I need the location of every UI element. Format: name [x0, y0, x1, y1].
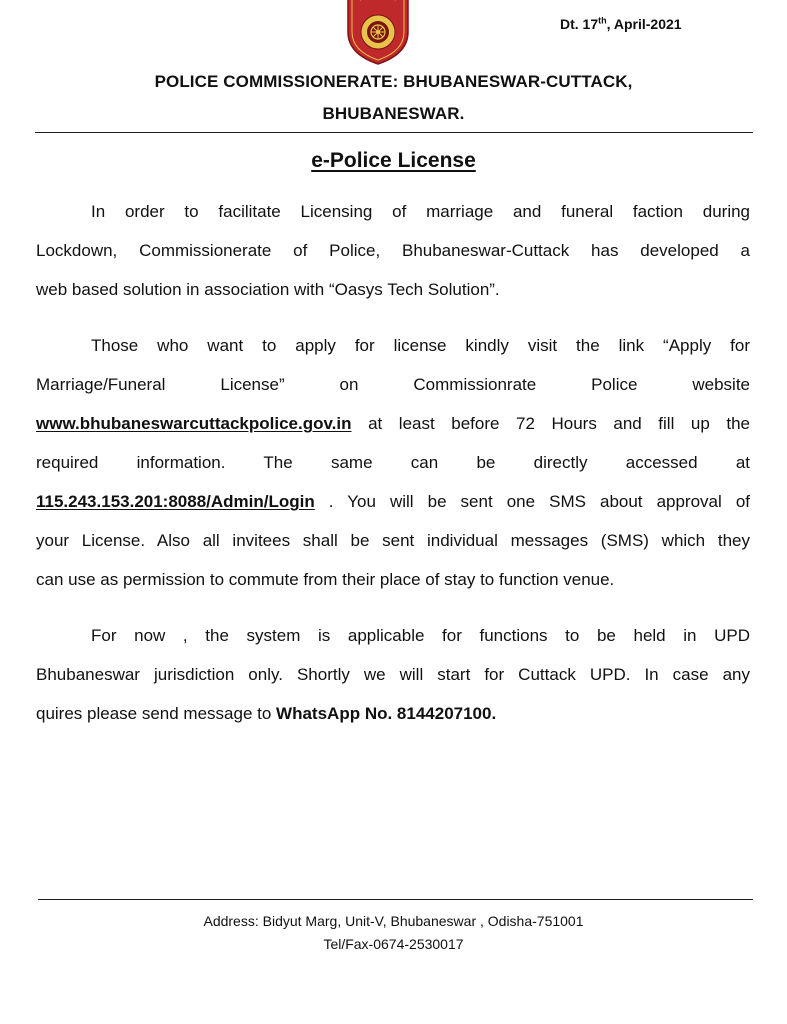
header-divider	[35, 132, 753, 133]
police-emblem-icon	[342, 0, 414, 66]
paragraph-2-line-4: required information. The same can be directly accessed at	[36, 453, 750, 472]
paragraph-2-line-2: Marriage/Funeral License” on Commissionrate Police website	[36, 375, 750, 394]
paragraph-2-line-5: 115.243.153.201:8088/Admin/Login . You will be sent one SMS about approval of	[36, 492, 750, 511]
paragraph-1-line-2: Lockdown, Commissionerate of Police, Bhubaneswar-Cuttack has developed a	[36, 241, 750, 260]
paragraph-2-line-3: www.bhubaneswarcuttackpolice.gov.in at least before 72 Hours and fill up the	[36, 414, 750, 433]
organization-name: POLICE COMMISSIONERATE: BHUBANESWAR-CUTTACK,	[154, 72, 633, 91]
login-link[interactable]: 115.243.153.201:8088/Admin/Login	[36, 492, 315, 511]
whatsapp-number: WhatsApp No. 8144207100.	[276, 704, 497, 723]
paragraph-3-line-2: Bhubaneswar jurisdiction only. Shortly we will start for Cuttack UPD. In case any	[36, 665, 750, 684]
document-date: Dt. 17th, April-2021	[560, 15, 682, 32]
footer-divider	[38, 899, 753, 900]
footer-address: Address: Bidyut Marg, Unit-V, Bhubaneswar , Odisha-751001	[203, 913, 584, 929]
paragraph-2-line-1: Those who want to apply for license kindly visit the link “Apply for	[91, 336, 750, 355]
document-title: e-Police License	[311, 149, 476, 172]
paragraph-1-line-3: web based solution in association with “Oasys Tech Solution”.	[36, 280, 500, 299]
paragraph-3-line-1: For now , the system is applicable for functions to be held in UPD	[91, 626, 750, 645]
paragraph-1-line-1: In order to facilitate Licensing of marriage and funeral faction during	[91, 202, 750, 221]
footer-telfax: Tel/Fax-0674-2530017	[323, 936, 464, 952]
website-link[interactable]: www.bhubaneswarcuttackpolice.gov.in	[36, 414, 352, 433]
paragraph-3-line-3: quires please send message to WhatsApp No. 8144207100.	[36, 704, 497, 723]
organization-city: BHUBANESWAR.	[322, 104, 465, 123]
paragraph-2-line-6: your License. Also all invitees shall be sent individual messages (SMS) which they	[36, 531, 750, 550]
paragraph-2-line-7: can use as permission to commute from their place of stay to function venue.	[36, 570, 615, 589]
